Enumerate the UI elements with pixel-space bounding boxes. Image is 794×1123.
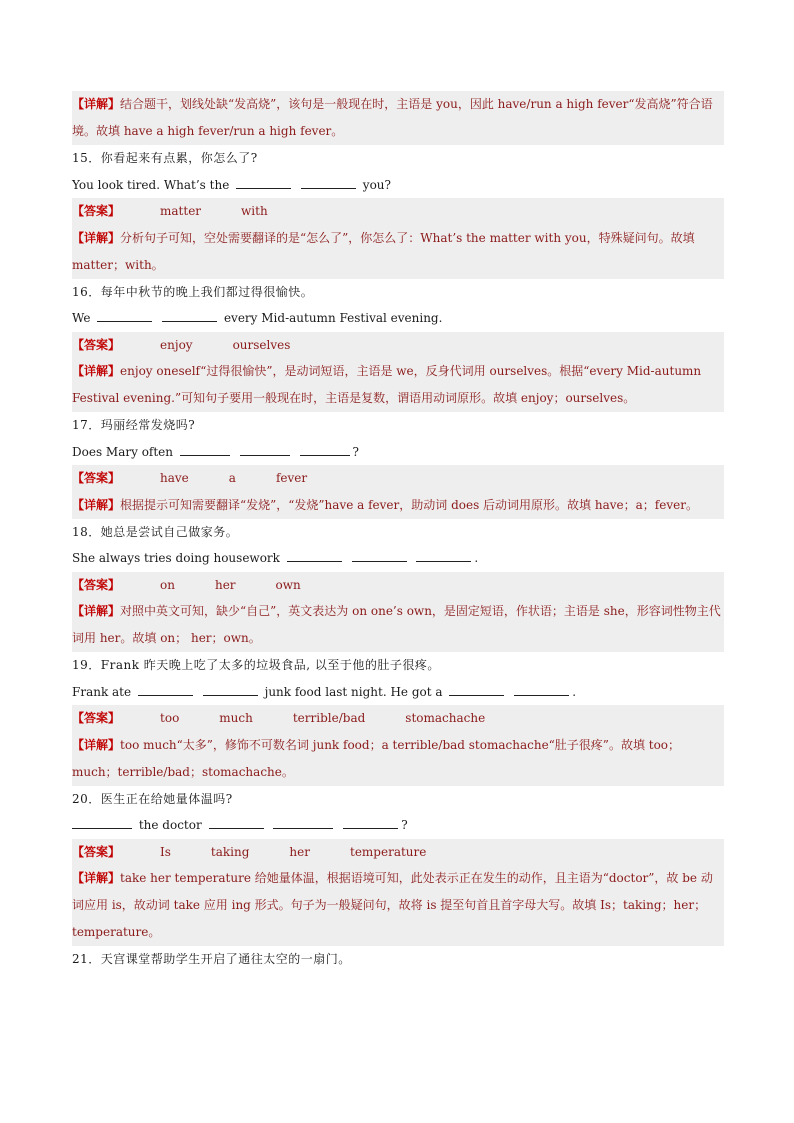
blank-line: [203, 683, 258, 696]
blank-line: [162, 309, 217, 322]
question-21: 21．天宫课堂帮助学生开启了通往太空的一扇门。: [72, 952, 351, 966]
answer-word: terrible/bad: [292, 711, 366, 725]
sentence-part: ?: [352, 444, 359, 459]
explain-tag: 【详解】: [72, 737, 121, 752]
sentence-19: [72, 679, 724, 706]
answer-word: Is: [160, 844, 171, 859]
answer-block: [72, 705, 724, 732]
answer-word: enjoy: [160, 337, 193, 352]
answer-block: [72, 465, 724, 492]
sentence-part: Frank ate: [72, 684, 132, 699]
explanation-text: take her temperature 给她量体温，根据语境可知，此处表示正在发生的动作，且主语为“doctor”，故 be 动词应用 is，故动词 take 应用 ing 形式。句子为一般疑问句，故将 is 提至句首且首字母大写。故填 Is；taking；her；temperature。: [72, 871, 713, 939]
explain-tag: 【详解】: [72, 871, 121, 885]
explanation-block: [72, 91, 724, 145]
question-18: 18．她总是尝试自己做家务。: [72, 524, 239, 539]
sentence-part: you?: [362, 177, 391, 192]
answer-tag: 【答案】: [72, 337, 121, 352]
answer-tag: 【答案】: [72, 711, 121, 725]
blank-line: [97, 309, 152, 322]
sentence-part: the doctor: [138, 818, 202, 832]
sentence-part: junk food last night. He got a: [264, 684, 443, 699]
sentence-20: [72, 812, 724, 839]
answer-word: with: [241, 204, 268, 218]
blank-line: [72, 816, 132, 829]
explain-tag: 【详解】: [72, 604, 121, 618]
answer-word: on: [160, 577, 175, 592]
blank-line: [352, 549, 407, 562]
answer-word: her: [289, 844, 310, 859]
sentence-part: ?: [401, 818, 408, 832]
explanation-block: [72, 225, 724, 279]
answer-word: a: [228, 471, 236, 485]
explain-tag: 【详解】: [72, 97, 121, 111]
answer-tag: 【答案】: [72, 844, 121, 859]
sentence-18: [72, 545, 724, 572]
answer-word: have: [160, 471, 189, 485]
explanation-text: enjoy oneself“过得很愉快”，是动词短语，主语是 we，反身代词用 ourselves。根据“every Mid-autumn Festival evening.”可知句子要用一般现在时，主语是复数，谓语用动词原形。故填 enjoy；ourselves。: [72, 364, 702, 405]
blank-line: [301, 176, 356, 189]
blank-line: [416, 549, 471, 562]
explanation-block: [72, 598, 724, 652]
answer-word: stomachache: [405, 711, 486, 725]
answer-tag: 【答案】: [72, 577, 121, 592]
answer-word: too: [160, 711, 180, 725]
answer-block: [72, 839, 724, 866]
blank-line: [514, 683, 569, 696]
explanation-text: 对照中英文可知，缺少“自己”，英文表达为 on one’s own，是固定短语，作状语；主语是 she，形容词性物主代词用 her。故填 on； her；own。: [72, 604, 721, 645]
answer-word: taking: [210, 844, 250, 859]
blank-line: [273, 816, 333, 829]
explanation-text: 分析句子可知，空处需要翻译的是“怎么了”，你怎么了：What’s the matter with you，特殊疑问句。故填 matter；with。: [72, 230, 695, 272]
question-16: 16．每年中秋节的晚上我们都过得很愉快。: [72, 284, 314, 299]
blank-line: [449, 683, 504, 696]
answer-word: own: [275, 577, 301, 592]
blank-line: [236, 176, 291, 189]
explanation-block: [72, 865, 724, 946]
answer-block: [72, 198, 724, 225]
explain-tag: 【详解】: [72, 364, 121, 378]
sentence-15: [72, 172, 724, 199]
sentence-part: She always tries doing housework: [72, 551, 280, 565]
answer-word: matter: [160, 204, 202, 218]
blank-line: [343, 816, 398, 829]
explanation-text: too much“太多”，修饰不可数名词 junk food；a terrible/bad stomachache“肚子很疼”。故填 too；much；terrible/bad；stomachache。: [72, 737, 681, 779]
blank-line: [300, 443, 350, 456]
explain-tag: 【详解】: [72, 497, 121, 512]
explanation-text: 根据提示可知需要翻译“发烧”，“发烧”have a fever，助动词 does 后动词用原形。故填 have；a；fever。: [120, 497, 698, 512]
answer-tag: 【答案】: [72, 204, 121, 218]
answer-word: ourselves: [232, 337, 291, 352]
answer-block: [72, 572, 724, 599]
blank-line: [180, 443, 230, 456]
question-20: 20．医生正在给她量体温吗?: [72, 791, 233, 806]
sentence-part: every Mid-autumn Festival evening.: [223, 311, 443, 325]
blank-line: [240, 443, 290, 456]
sentence-part: Does Mary often: [72, 444, 174, 459]
sentence-17: [72, 439, 724, 466]
worksheet-page: [72, 91, 724, 973]
explanation-block: [72, 492, 724, 519]
sentence-part: .: [474, 551, 479, 565]
question-17: 17．玛丽经常发烧吗?: [72, 418, 196, 432]
sentence-part: .: [572, 684, 577, 699]
question-15: 15．你看起来有点累，你怎么了?: [72, 151, 258, 165]
sentence-part: You look tired. What’s the: [72, 177, 230, 192]
question-19: 19．Frank 昨天晚上吃了太多的垃圾食品, 以至于他的肚子很疼。: [72, 658, 440, 672]
explanation-block: [72, 732, 724, 786]
blank-line: [209, 816, 264, 829]
sentence-part: We: [72, 311, 91, 325]
answer-tag: 【答案】: [72, 471, 121, 485]
answer-word: her: [214, 577, 236, 592]
blank-line: [287, 549, 342, 562]
explain-tag: 【详解】: [72, 230, 121, 245]
answer-word: much: [219, 711, 253, 725]
explanation-block: [72, 358, 724, 412]
answer-word: temperature: [350, 844, 427, 859]
explanation-text: 结合题干，划线处缺“发高烧”，该句是一般现在时，主语是 you，因此 have/run a high fever“发高烧”符合语境。故填 have a high fever/run a high fever。: [72, 97, 713, 138]
answer-block: [72, 332, 724, 359]
blank-line: [138, 683, 193, 696]
sentence-16: [72, 305, 724, 332]
answer-word: fever: [275, 471, 308, 485]
